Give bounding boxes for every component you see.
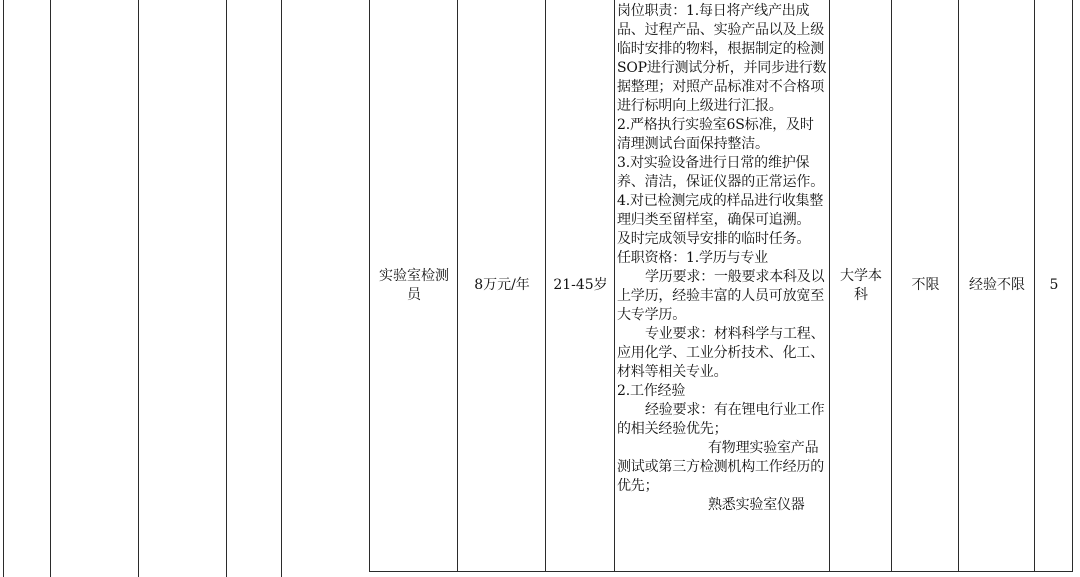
gender-value: 不限 — [911, 277, 940, 293]
education-cell — [832, 0, 890, 571]
duty-paragraph: 及时完成领导安排的临时任务。 — [617, 231, 811, 247]
grid-line — [958, 0, 959, 572]
salary-cell — [460, 0, 544, 571]
requirement-paragraph: 专业要求：材料科学与工程、应用化学、工业分析技术、化工、材料等相关专业。 — [617, 326, 825, 380]
age-cell — [548, 0, 613, 571]
experience-value: 经验不限 — [969, 277, 1025, 293]
position-title: 实验室检测员 — [379, 267, 449, 303]
grid-line — [457, 0, 458, 572]
education-value: 大学本科 — [840, 267, 882, 303]
duty-paragraph: 岗位职责：1.每日将产线产出成品、过程产品、实验产品以及上级临时安排的物料，根据制定的检测SOP进行测试分析，并同步进行数据整理；对照产品标准对不合格项进行标明向上级进行汇报。 — [617, 3, 827, 114]
grid-line — [3, 0, 4, 577]
duty-paragraph: 4.对已检测完成的样品进行收集整理归类至留样室，确保可追溯。 — [617, 193, 824, 228]
duty-paragraph: 2.严格执行实验室6S标准，及时清理测试台面保持整洁。 — [617, 117, 814, 152]
grid-line — [138, 0, 139, 577]
grid-line — [281, 0, 282, 577]
grid-line — [226, 0, 227, 577]
requirement-paragraph: 熟悉实验室仪器 — [708, 497, 805, 513]
headcount-cell — [1037, 0, 1071, 571]
grid-line — [545, 0, 546, 572]
grid-line — [1072, 0, 1073, 572]
experience-cell — [961, 0, 1033, 571]
grid-line — [369, 0, 370, 572]
requirement-heading: 任职资格：1.学历与专业 — [617, 250, 768, 266]
grid-line — [829, 0, 830, 572]
requirement-heading: 2.工作经验 — [617, 383, 686, 399]
headcount-value: 5 — [1049, 277, 1059, 293]
grid-line — [50, 0, 51, 577]
salary-value: 8万元/年 — [474, 277, 530, 293]
position-cell — [372, 0, 456, 571]
gender-cell — [894, 0, 957, 571]
duty-paragraph: 3.对实验设备进行日常的维护保养、清洁，保证仪器的正常运作。 — [617, 155, 824, 190]
grid-line — [1034, 0, 1035, 572]
requirement-paragraph: 经验要求：有在锂电行业工作的相关经验优先； — [617, 402, 825, 437]
requirement-paragraph: 学历要求：一般要求本科及以上学历，经验丰富的人员可放宽至大专学历。 — [617, 269, 825, 323]
grid-line — [614, 0, 615, 572]
age-range: 21-45岁 — [553, 277, 608, 293]
grid-line — [891, 0, 892, 572]
duties-cell — [617, 2, 827, 573]
requirement-paragraph: 有物理实验室产品测试或第三方检测机构工作经历的优先； — [617, 440, 824, 494]
